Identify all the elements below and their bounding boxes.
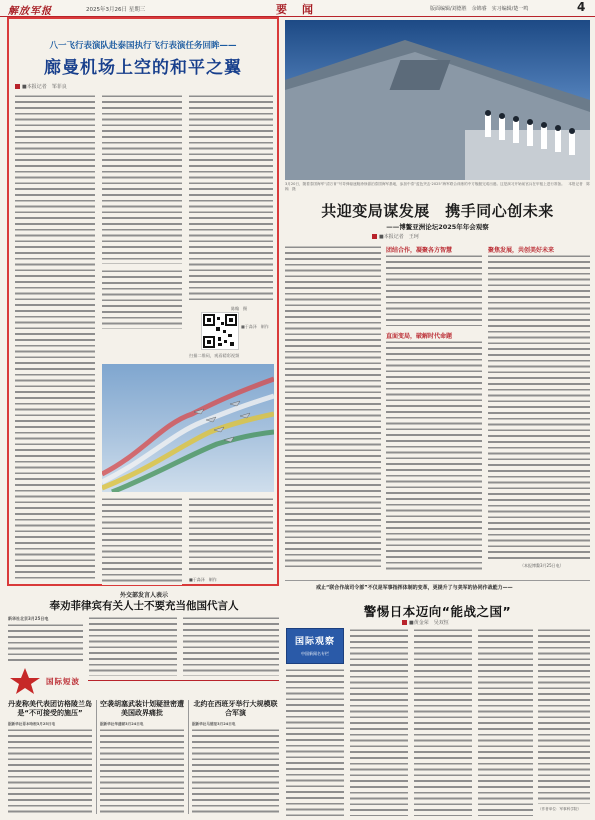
- column-badge: [286, 628, 344, 664]
- forum-heading-2: 直面变局，破解时代命题: [386, 333, 453, 340]
- brief-rule: [88, 680, 279, 681]
- column-badge-title: 国际观察: [294, 637, 335, 647]
- foreign-body-col3: [183, 616, 279, 676]
- qr-code-icon[interactable]: [201, 312, 239, 350]
- brief-item-3-title[interactable]: 北约在西班牙举行大规模联合军演: [193, 700, 278, 717]
- photo-caption-credit: 本报记者 陈翰 摄: [285, 182, 590, 191]
- foreign-body-col1: [8, 623, 83, 663]
- japan-headline: 警惕日本迈向“能战之国”: [363, 604, 512, 619]
- brief-divider-1: [96, 700, 97, 814]
- section-divider: [285, 580, 590, 581]
- brief-item-3-credit: 据新华社马德里3月24日电: [192, 722, 236, 726]
- column-badge-subtitle: 中国新闻名专栏: [301, 651, 329, 656]
- photo-caption: 3月20日，随着泰国海军“清万育”号导弹驱逐舰徐徐靠泊泰国海军基地，参加中泰“蓝色突击·2025”海军联合训练的中方舰艇完成出港。这是演习开始前官兵在甲板上进行准备。 本报记者 陈翰 摄: [285, 182, 590, 191]
- newspaper-logo: 解放军报: [8, 6, 52, 17]
- lead-body-col2c: [102, 497, 182, 585]
- red-square-bullet-icon: [15, 84, 20, 89]
- japan-kicker: 戒止“联合作战司令部”不仅是军事指挥体制的变革，更提升了与美军的协同作战能力——: [316, 585, 513, 591]
- lead-body-col3b: [189, 497, 273, 573]
- page-number: 4: [577, 0, 586, 14]
- japan-body-col4: [478, 628, 533, 816]
- forum-subtitle: ——博鳌亚洲论坛2025年年会观察: [386, 223, 489, 231]
- forum-headline: 共迎变局谋发展 携手同心创未来: [321, 202, 554, 220]
- brief-item-1-body: [8, 728, 92, 814]
- forum-heading-1: 团结合作，凝聚各方智慧: [386, 247, 453, 254]
- japan-body-col1: [286, 668, 344, 816]
- forum-end-credit: （本报博鳌3月25日电）: [520, 563, 564, 568]
- red-star-icon: [8, 666, 42, 696]
- qr-caption: 扫描二维码，观看精彩视频: [189, 353, 240, 358]
- foreign-body-col2: [89, 616, 177, 676]
- japan-body-col2: [350, 628, 408, 816]
- aerobatic-photo: [102, 364, 274, 492]
- brief-section-label: 国际短波: [46, 677, 80, 686]
- forum-byline: ■本报记者 王珂: [372, 233, 419, 240]
- brief-item-2-title[interactable]: 空袭胡塞武装计划疑泄密遭美国政界痛批: [100, 700, 184, 717]
- brief-item-3-body: [192, 728, 279, 814]
- lead-byline: ■本报记者 邹菲良: [15, 83, 67, 90]
- brief-item-1-credit: 据新华社哥本哈根3月25日电: [8, 722, 56, 726]
- lead-headline: 廊曼机场上空的和平之翼: [44, 58, 242, 78]
- brief-divider-2: [188, 700, 189, 814]
- lead-end-credit: ■于淼泽 制作: [189, 577, 217, 582]
- lead-story[interactable]: [7, 17, 279, 586]
- foreign-headline: 奉劝菲律宾有关人士不要充当他国代言人: [49, 600, 239, 612]
- issue-date: 2025年3月26日 星期三: [86, 7, 146, 13]
- foreign-kicker: 外交部发言人表示: [120, 592, 169, 599]
- japan-end-credit: （作者单位：军事科学院）: [538, 807, 582, 811]
- lead-body-col3: [189, 94, 273, 304]
- forum-body-col3: [488, 254, 590, 560]
- forum-body-col1: [285, 245, 381, 570]
- lead-body-col1: [15, 94, 95, 582]
- red-square-bullet-icon: [402, 620, 407, 625]
- japan-body-col5: [538, 628, 590, 804]
- brief-item-1-title[interactable]: 丹麦称美代表团访格陵兰岛是“不可接受的施压”: [8, 700, 92, 717]
- forum-body-col2a: [386, 254, 482, 326]
- japan-byline: ■黄金荣 吴双恒: [402, 619, 449, 626]
- brief-item-2-body: [100, 728, 184, 814]
- japan-body-col3: [414, 628, 472, 816]
- forum-heading-3: 聚焦发展，共创美好未来: [488, 247, 555, 254]
- navy-ship-photo: [285, 20, 590, 180]
- editor-credits: 版面编辑/刘德胜 余锦睿 实习编辑/楚一鸣: [430, 6, 529, 12]
- lead-kicker: 八一飞行表演队赴泰国执行飞行表演任务回眸——: [49, 41, 237, 51]
- foreign-credit: 新华社北京3月25日电: [8, 616, 49, 621]
- lead-photo-credit: 陈翰 摄: [231, 306, 247, 311]
- lead-body-col2: [102, 94, 182, 264]
- brief-item-2-credit: 据新华社华盛顿3月24日电: [100, 722, 144, 726]
- section-title: 要 闻: [276, 3, 315, 16]
- forum-body-col2b: [386, 340, 482, 570]
- lead-body-col2b: [102, 269, 182, 329]
- qr-credit: ■于淼泽 制作: [241, 324, 269, 329]
- red-square-bullet-icon: [372, 234, 377, 239]
